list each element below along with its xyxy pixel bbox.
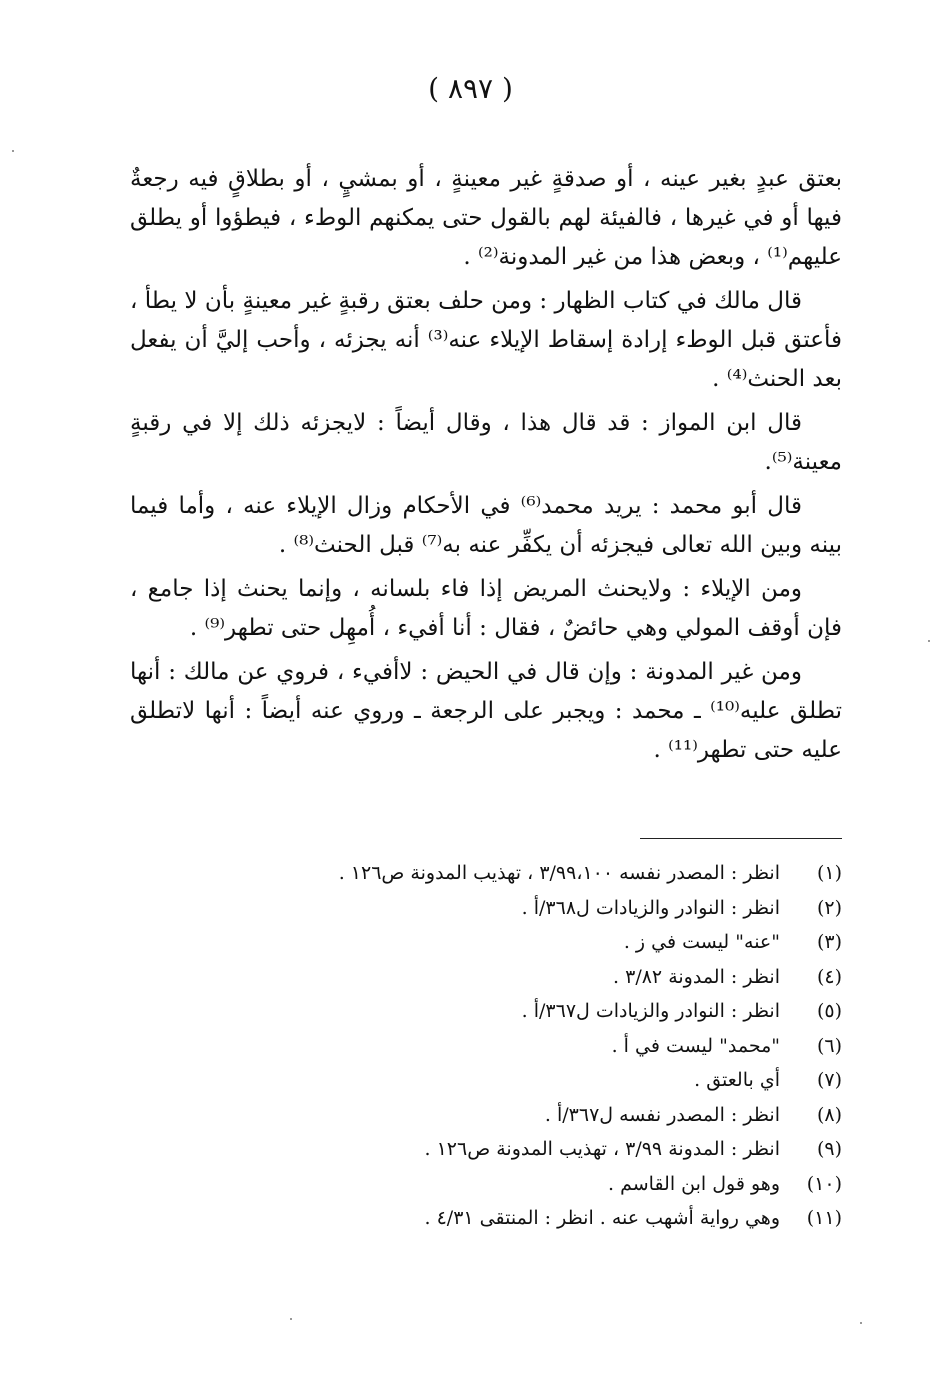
footnote-text: وهو قول ابن القاسم . [608,1172,780,1195]
footnote [130,1065,842,1100]
footnote-number: (٣) [816,931,842,953]
scan-speck [928,640,930,642]
footnote-number: (١١) [806,1207,842,1229]
footnote-number: (٤) [816,965,842,988]
footnote [130,996,842,1031]
paragraph: ومن الإيلاء : ولايحنث المريض إذا فاء بلسانه ، وإنما يحنث إذا جامع ، فإن أوقف المولي وهي حائضٌ ، فقال : أنا أفيء ، أُمهِل حتى تطهر⁽⁹⁾ . [130,576,842,641]
footnote [130,927,842,962]
footnote-text: انظر : المدونة ٣/٨٢ . [613,965,780,988]
footnote-number: (١) [816,862,842,884]
page-number: ( ٨٩٧ ) [428,72,513,105]
footnote [130,1100,842,1135]
scan-speck [860,1322,862,1324]
footnote-number: (٦) [816,1034,842,1057]
paragraph: قال مالك في كتاب الظهار : ومن حلف بعتق رقبةٍ غير معينةٍ بأن لا يطأ ، فأعتق قبل الوطء إرادة إسقاط الإيلاء عنه⁽³⁾ أنه يجزئه ، وأحب إليَّ أن يفعل بعد الحنث⁽⁴⁾ . [130,288,842,392]
footnote-number: (٢) [816,896,842,919]
paragraph: بعتق عبدٍ بغير عينه ، أو صدقةٍ غير معينةٍ ، أو بمشيٍ ، أو بطلاقٍ فيه رجعةٌ فيها أو في غيرها ، فالفيئة لهم بالقول حتى يمكنهم الوطء ، فيطؤوا أو يطلق عليهم⁽¹⁾ ، وبعض هذا من غير المدونة⁽²⁾ . [130,166,842,270]
footnote-text: انظر : المصدر نفسه ٣/٩٩،١٠٠ ، تهذيب المدونة ص١٢٦ . [338,862,780,884]
footnote-divider [640,838,842,839]
footnote-text: "محمد" ليست في أ . [611,1034,780,1057]
scan-speck [12,150,14,152]
footnote [130,1031,842,1066]
footnote [130,858,842,893]
footnote-number: (٥) [816,1000,842,1022]
footnote [130,893,842,928]
footnote-number: (٧) [816,1069,842,1091]
footnote-text: أي بالعتق . [694,1069,780,1091]
footnote-number: (١٠) [806,1172,842,1195]
paragraph: قال أبو محمد : يريد محمد⁽⁶⁾ في الأحكام وزال الإيلاء عنه ، وأما فيما بينه وبين الله تعالى فيجزئه أن يكفِّر عنه به⁽⁷⁾ قبل الحنث⁽⁸⁾ . [130,493,842,558]
paragraph: قال ابن المواز : قد قال هذا ، وقال أيضاً : لايجزئه ذلك إلا في رقبةٍ معينة⁽⁵⁾. [130,410,842,475]
footnote-text: انظر : النوادر والزيادات ل٣٦٨/أ . [521,896,780,919]
footnote [130,1203,842,1238]
main-text [130,160,842,775]
footnote-text: انظر : المدونة ٣/٩٩ ، تهذيب المدونة ص١٢٦ . [424,1138,780,1160]
footnote [130,1169,842,1204]
footnote-text: "عنه" ليست في ز . [623,931,780,953]
footnote-number: (٨) [816,1103,842,1126]
footnote-text: انظر : النوادر والزيادات ل٣٦٧/أ . [521,1000,780,1022]
footnote-text: وهي رواية أشهب عنه . انظر : المنتقى ٤/٣١ . [424,1207,780,1229]
footnote [130,962,842,997]
footnote-number: (٩) [816,1138,842,1160]
paragraph: ومن غير المدونة : وإن قال في الحيض : لاأفيء ، فروي عن مالك : أنها تطلق عليه⁽¹⁰⁾ ـ محمد : ويجبر على الرجعة ـ وروي عنه أيضاً : أنها لاتطلق عليه حتى تطهر⁽¹¹⁾ . [130,659,842,763]
footnote-text: انظر : المصدر نفسه ل٣٦٧/أ . [544,1103,780,1126]
footnote [130,1134,842,1169]
footnotes-list [130,858,842,1238]
scan-speck [290,1318,292,1320]
